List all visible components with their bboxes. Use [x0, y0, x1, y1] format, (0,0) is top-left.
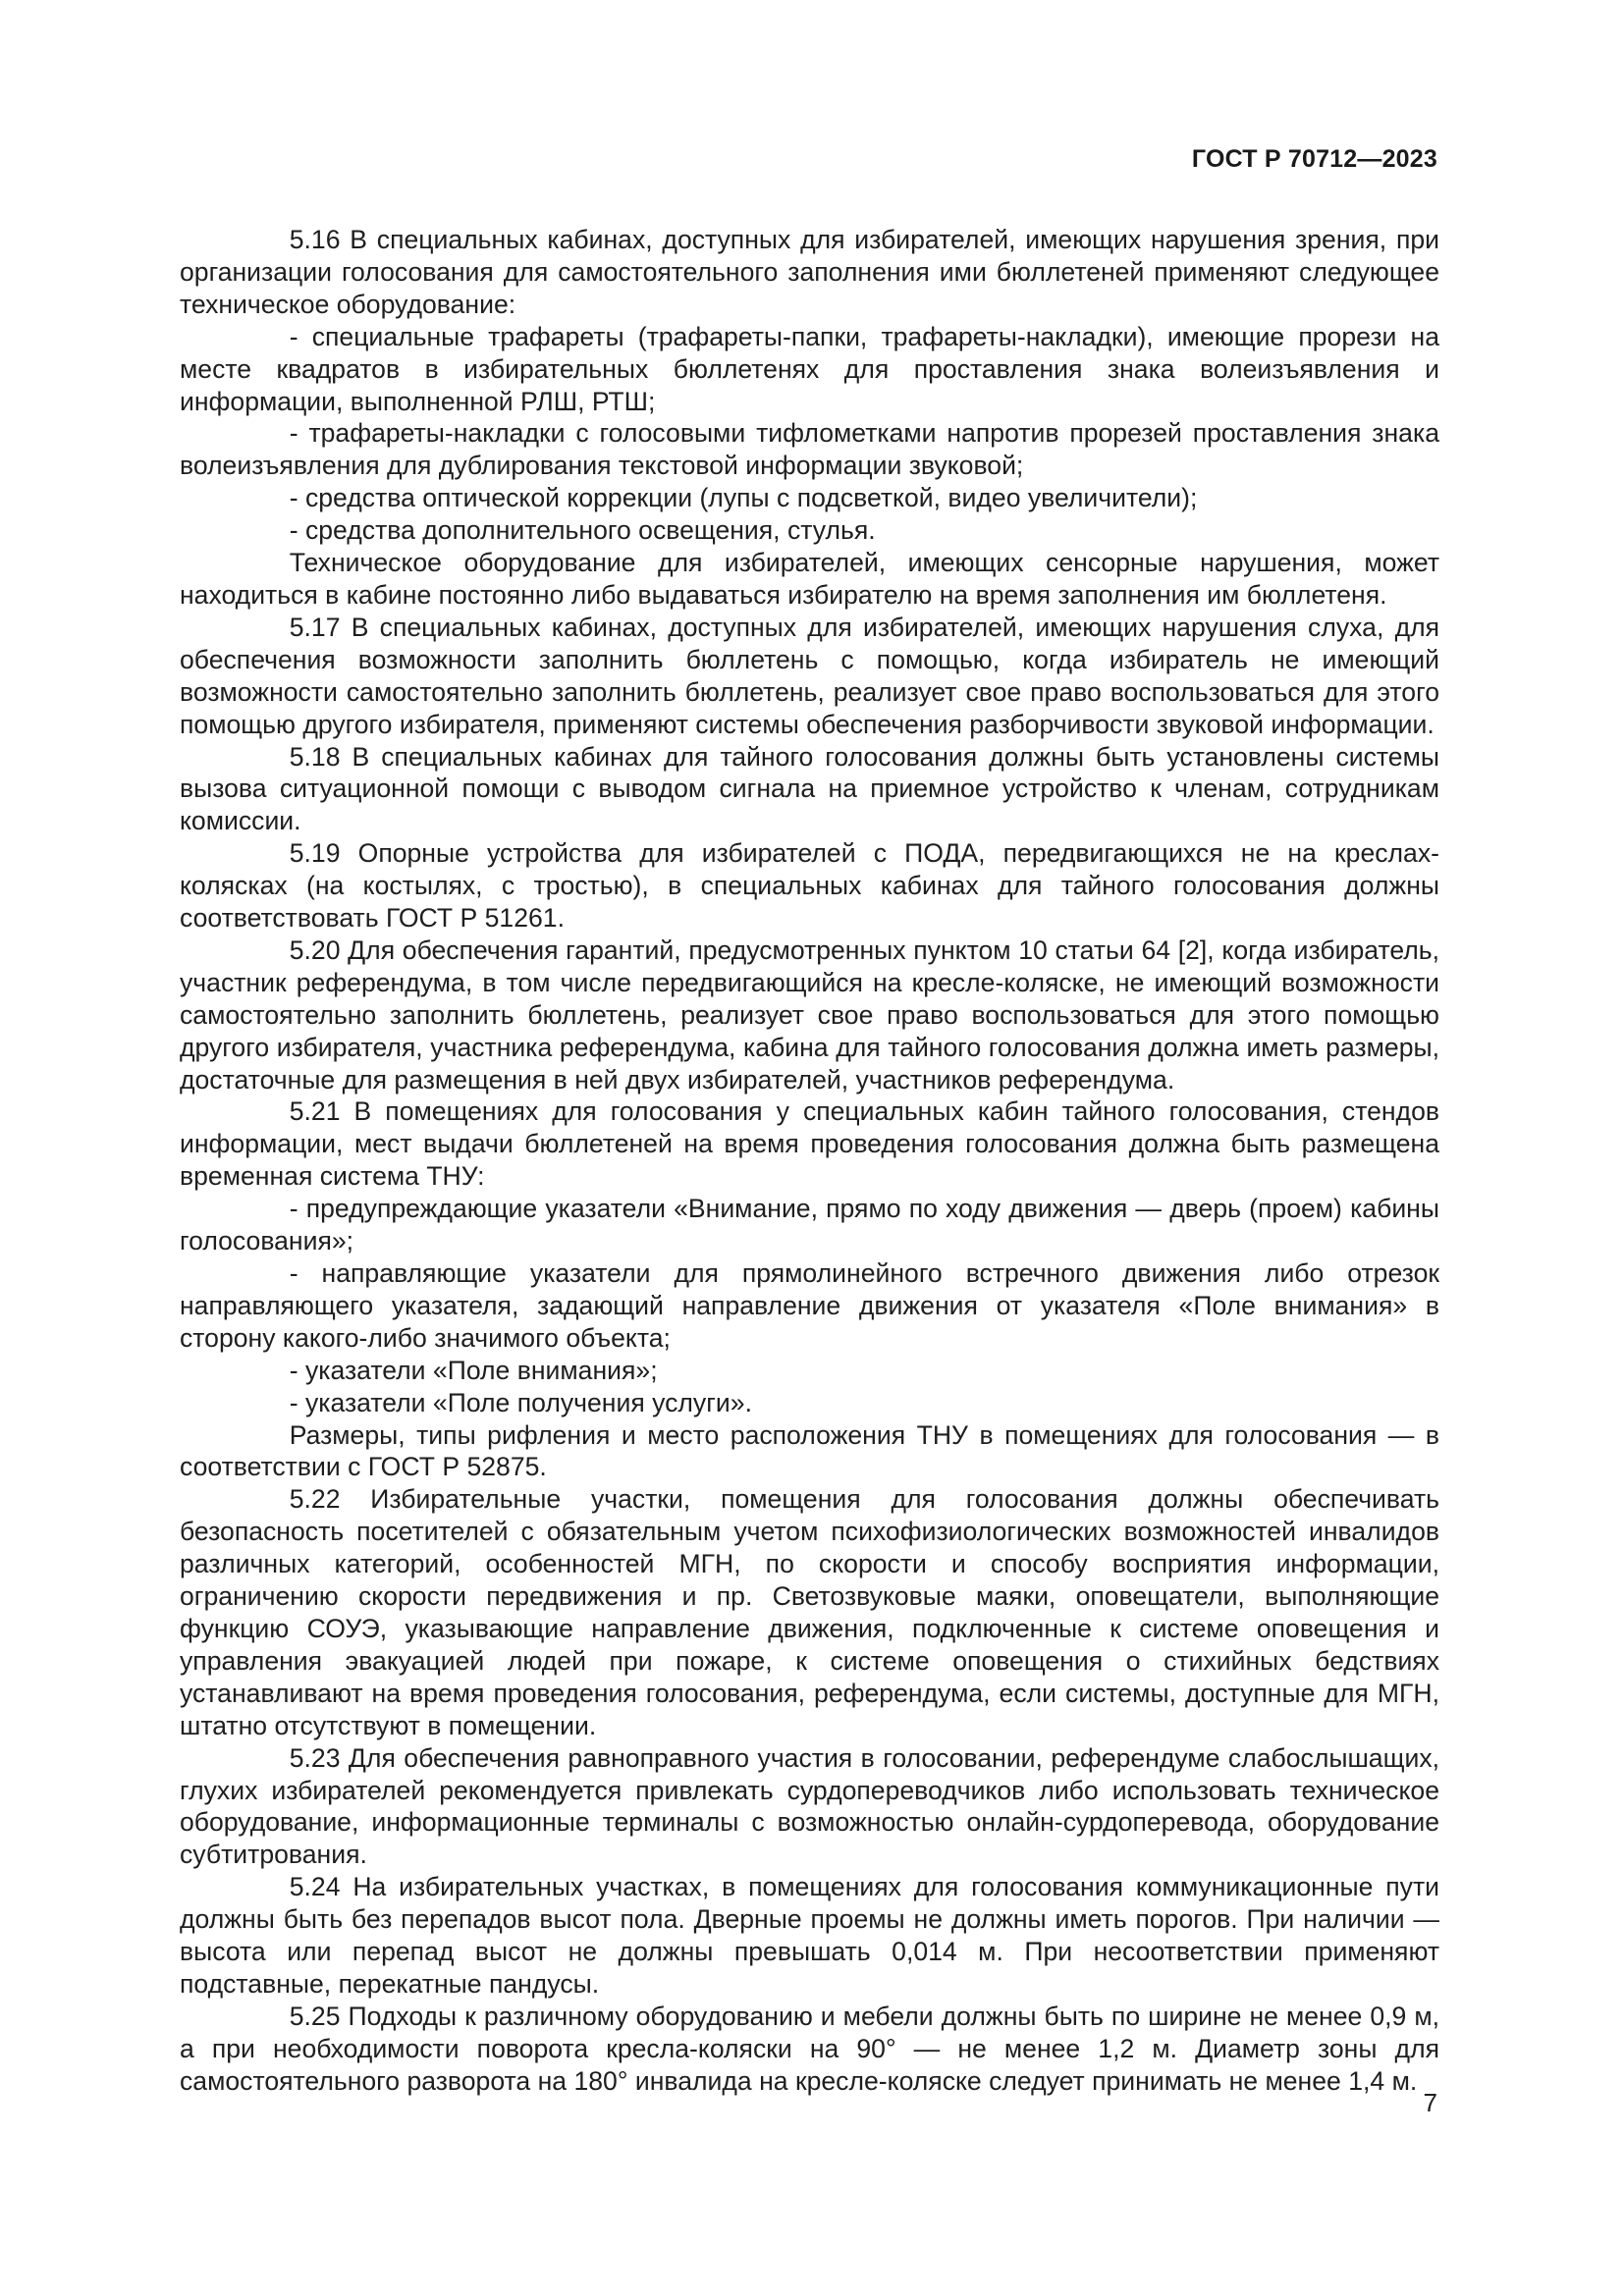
list-item: - трафареты-накладки с голосовыми тифлометками напротив прорезей проставления знака волеизъявления для дублирования текстовой информации звуковой; [180, 418, 1439, 481]
list-item: - средства дополнительного освещения, стулья. [289, 515, 876, 546]
paragraph-note: Техническое оборудование для избирателей, имеющих сенсорные нарушения, может находиться в кабине постоянно либо выдаваться избирателю на время заполнения им бюллетеня. [180, 548, 1439, 610]
clause-5-24: 5.24 На избирательных участках, в помещениях для голосования коммуникационные пути должны быть без перепадов высот пола. Дверные проемы не должны иметь порогов. При наличии — высота или перепад высот не должны превышать 0,014 м. При несоответствии применяют подставные, перекатные пандусы. [180, 1872, 1439, 1999]
list-item: - специальные трафареты (трафареты-папки, трафареты-накладки), имеющие прорези на месте квадратов в избирательных бюллетенях для проставления знака волеизъявления и информации, выполненной РЛШ, РТШ; [180, 321, 1439, 416]
clause-5-22: 5.22 Избирательные участки, помещения для голосования должны обеспечивать безопасность посетителей с обязательным учетом психофизиологических возможностей инвалидов различных категорий, особенностей МГН, по скорости и способу восприятия информации, ограничению скорости передвижения и пр. Светозвуковые маяки, оповещатели, выполняющие функцию СОУЭ, указывающие направление движения, подключенные к системе оповещения и управления эвакуацией людей при пожаре, к системе оповещения о стихийных бедствиях устанавливают на время проведения голосования, референдума, если системы, доступные для МГН, штатно отсутствуют в помещении. [180, 1484, 1439, 1740]
clause-5-25: 5.25 Подходы к различному оборудованию и мебели должны быть по ширине не менее 0,9 м, а при необходимости поворота кресла-коляски на 90° — не менее 1,2 м. Диаметр зоны для самостоятельного разворота на 180° инвалида на кресле-коляске следует принимать не менее 1,4 м. [180, 2001, 1439, 2096]
page-number: 7 [1423, 2088, 1437, 2117]
list-item: - указатели «Поле внимания»; [289, 1355, 658, 1385]
clause-5-18: 5.18 В специальных кабинах для тайного голосования должны быть установлены системы вызова ситуационной помощи с выводом сигнала на приемное устройство к членам, сотрудникам комиссии. [180, 741, 1439, 836]
clause-5-17: 5.17 В специальных кабинах, доступных для избирателей, имеющих нарушения слуха, для обеспечения возможности заполнить бюллетень с помощью, когда избиратель не имеющий возможности самостоятельно заполнить бюллетень, реализует свое право воспользоваться для этого помощью другого избирателя, применяют системы обеспечения разборчивости звуковой информации. [180, 612, 1439, 739]
clause-5-16: 5.16 В специальных кабинах, доступных для избирателей, имеющих нарушения зрения, при организации голосования для самостоятельного заполнения ими бюллетеней применяют следующее техническое оборудование: [180, 225, 1439, 319]
clause-5-20: 5.20 Для обеспечения гарантий, предусмотренных пунктом 10 статьи 64 [2], когда избиратель, участник референдума, в том числе передвигающийся на кресле-коляске, не имеющий возможности самостоятельно заполнить бюллетень, реализует свое право воспользоваться для этого помощью другого избирателя, участника референдума, кабина для тайного голосования должна иметь размеры, достаточные для размещения в ней двух избирателей, участников референдума. [180, 934, 1439, 1095]
list-item: - средства оптической коррекции (лупы с подсветкой, видео увеличители); [289, 483, 1198, 513]
list-item: - предупреждающие указатели «Внимание, прямо по ходу движения — дверь (проем) кабины голосования»; [180, 1194, 1439, 1256]
list-item: - направляющие указатели для прямолинейного встречного движения либо отрезок направляющего указателя, задающий направление движения от указателя «Поле внимания» в сторону какого-либо значимого объекта; [180, 1258, 1439, 1353]
clause-5-19: 5.19 Опорные устройства для избирателей с ПОДА, передвигающихся не на креслах-колясках (на костылях, с тростью), в специальных кабинах для тайного голосования должны соответствовать ГОСТ Р 51261. [180, 838, 1439, 934]
clause-5-23: 5.23 Для обеспечения равноправного участия в голосовании, референдуме слабослышащих, глухих избирателей рекомендуется привлекать сурдопереводчиков либо использовать техническое оборудование, информационные терминалы с возможностью онлайн-сурдоперевода, оборудование субтитрования. [180, 1742, 1439, 1870]
document-body [180, 224, 1439, 2098]
document-id-header: ГОСТ Р 70712—2023 [1191, 145, 1437, 173]
list-item: - указатели «Поле получения услуги». [289, 1387, 752, 1417]
clause-5-21: 5.21 В помещениях для голосования у специальных кабин тайного голосования, стендов информации, мест выдачи бюллетеней на время проведения голосования должна быть размещена временная система ТНУ: [180, 1096, 1439, 1192]
paragraph-note: Размеры, типы рифления и место расположения ТНУ в помещениях для голосования — в соответствии с ГОСТ Р 52875. [180, 1419, 1439, 1482]
